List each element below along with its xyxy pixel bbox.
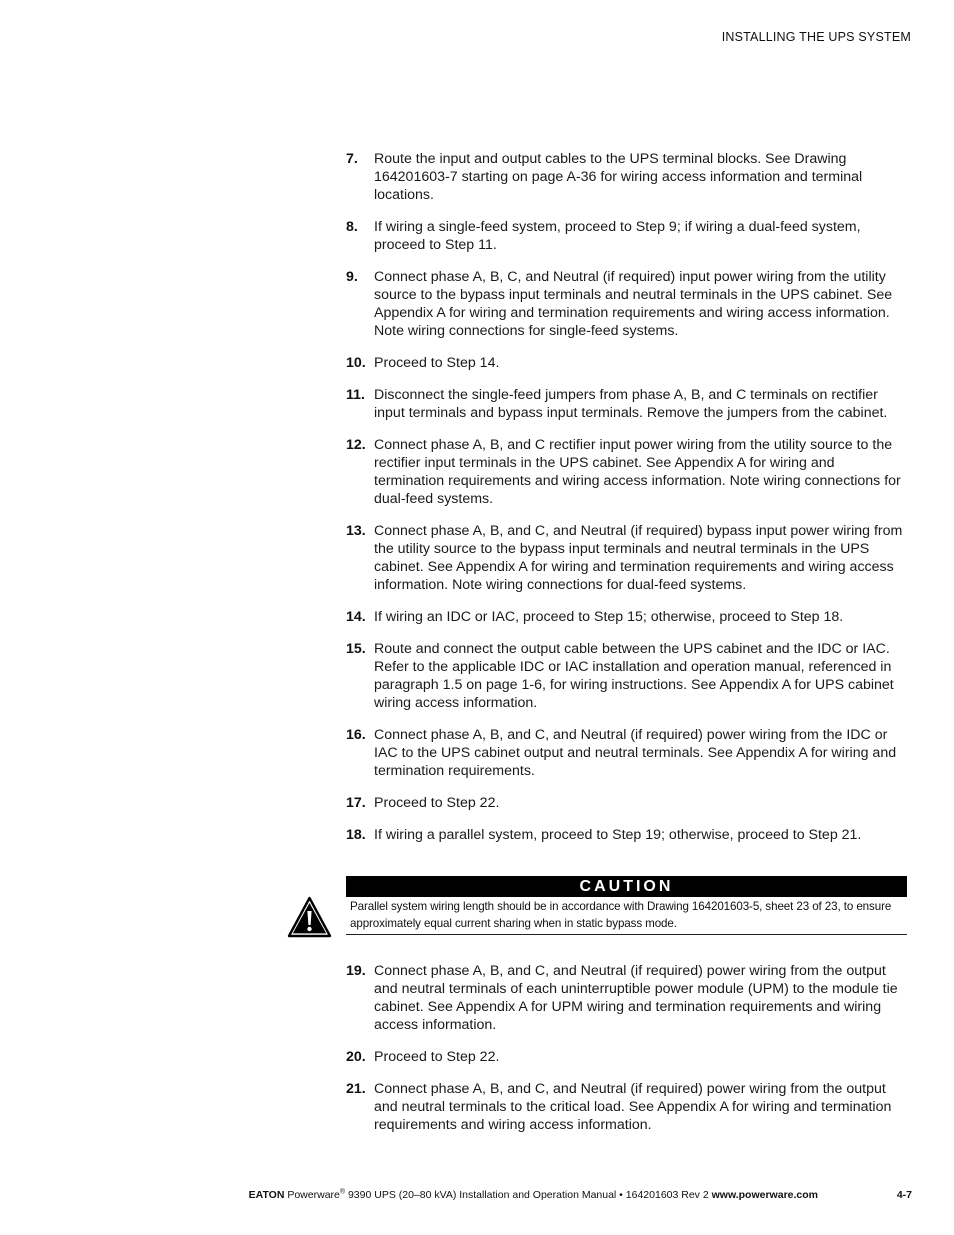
- step-item: [346, 640, 908, 712]
- step-number: 21.: [346, 1081, 366, 1097]
- step-item: [346, 354, 908, 372]
- steps-list: [346, 150, 908, 858]
- footer-website: www.powerware.com: [711, 1189, 818, 1201]
- step-number: 15.: [346, 641, 366, 657]
- step-number: 10.: [346, 355, 366, 371]
- step-number: 7.: [346, 151, 358, 167]
- step-item: [346, 1048, 908, 1066]
- step-number: 8.: [346, 219, 358, 235]
- step-text: Connect phase A, B, and C rectifier input power wiring from the utility source to the rectifier input terminals in the UPS cabinet. See Appendix A for wiring and termination requirements and wiring access information. Note wiring connections for dual-feed systems.: [374, 437, 901, 507]
- footer-manual: 9390 UPS (20–80 kVA) Installation and Operation Manual • 164201603 Rev 2: [345, 1189, 712, 1201]
- step-text: Proceed to Step 22.: [374, 795, 500, 811]
- step-number: 16.: [346, 727, 366, 743]
- step-item: [346, 1080, 908, 1134]
- step-item: [346, 522, 908, 594]
- step-number: 13.: [346, 523, 366, 539]
- caution-box: [346, 876, 907, 935]
- step-text: If wiring a single-feed system, proceed to Step 9; if wiring a dual-feed system, proceed to Step 11.: [374, 219, 861, 253]
- registered-mark: ®: [339, 1188, 346, 1196]
- step-item: [346, 608, 908, 626]
- caution-text: Parallel system wiring length should be in accordance with Drawing 164201603-5, sheet 23 of 23, to ensure approximately equal current sharing when in static bypass mode.: [350, 900, 892, 930]
- step-text: If wiring an IDC or IAC, proceed to Step 15; otherwise, proceed to Step 18.: [374, 609, 844, 625]
- step-item: [346, 436, 908, 508]
- step-text: Route the input and output cables to the UPS terminal blocks. See Drawing 164201603-7 starting on page A-36 for wiring access information and terminal locations.: [374, 151, 863, 203]
- step-text: Connect phase A, B, and C, and Neutral (if required) bypass input power wiring from the utility source to the bypass input terminals and neutral terminals in the UPS cabinet. See Appendix A for wiring and termination requirements and wiring access information. Note wiring connections for dual-feed systems.: [374, 523, 903, 593]
- running-header: INSTALLING THE UPS SYSTEM: [721, 30, 911, 44]
- step-item: [346, 386, 908, 422]
- step-text: If wiring a parallel system, proceed to Step 19; otherwise, proceed to Step 21.: [374, 827, 862, 843]
- step-number: 19.: [346, 963, 366, 979]
- page-number: 4-7: [896, 1189, 912, 1201]
- step-item: [346, 726, 908, 780]
- step-number: 11.: [346, 387, 365, 403]
- step-item: [346, 962, 908, 1034]
- step-number: 14.: [346, 609, 366, 625]
- step-text: Connect phase A, B, and C, and Neutral (if required) power wiring from the IDC or IAC to the UPS cabinet output and neutral terminals. See Appendix A for wiring and termination requirements.: [374, 727, 897, 779]
- step-number: 9.: [346, 269, 358, 285]
- step-text: Connect phase A, B, and C, and Neutral (if required) power wiring from the output and neutral terminals of each uninterruptible power module (UPM) to the module tie cabinet. See Appendix A for UPM wiring and termination requirements and wiring access information.: [374, 963, 898, 1033]
- step-text: Route and connect the output cable between the UPS cabinet and the IDC or IAC. Refer to the applicable IDC or IAC installation and operation manual, referenced in paragraph 1.5 on page 1-6, for wiring instructions. See Appendix A for UPS cabinet wiring access information.: [374, 641, 894, 711]
- step-number: 18.: [346, 827, 366, 843]
- step-item: [346, 218, 908, 254]
- step-text: Proceed to Step 22.: [374, 1049, 500, 1065]
- step-text: Connect phase A, B, C, and Neutral (if required) input power wiring from the utility source to the bypass input terminals and neutral terminals in the UPS cabinet. See Appendix A for wiring and termination requirements and wiring access information. Note wiring connections for single-feed systems.: [374, 269, 893, 339]
- step-item: [346, 826, 908, 844]
- step-item: [346, 268, 908, 340]
- footer-product: Powerware: [287, 1189, 340, 1201]
- steps-list-continued: [346, 962, 908, 1148]
- step-text: Disconnect the single-feed jumpers from phase A, B, and C terminals on rectifier input terminals and bypass input terminals. Remove the jumpers from the cabinet.: [374, 387, 888, 421]
- step-text: Connect phase A, B, and C, and Neutral (if required) power wiring from the output and neutral terminals to the critical load. See Appendix A for wiring and termination requirements and wiring access information.: [374, 1081, 892, 1133]
- footer-citation: [249, 1189, 818, 1201]
- step-text: Proceed to Step 14.: [374, 355, 500, 371]
- step-number: 20.: [346, 1049, 366, 1065]
- step-number: 17.: [346, 795, 366, 811]
- footer-brand: EATON: [248, 1189, 285, 1201]
- warning-triangle-icon: [287, 896, 332, 938]
- step-number: 12.: [346, 437, 366, 453]
- step-item: [346, 150, 908, 204]
- step-item: [346, 794, 908, 812]
- caution-title: CAUTION: [346, 876, 907, 897]
